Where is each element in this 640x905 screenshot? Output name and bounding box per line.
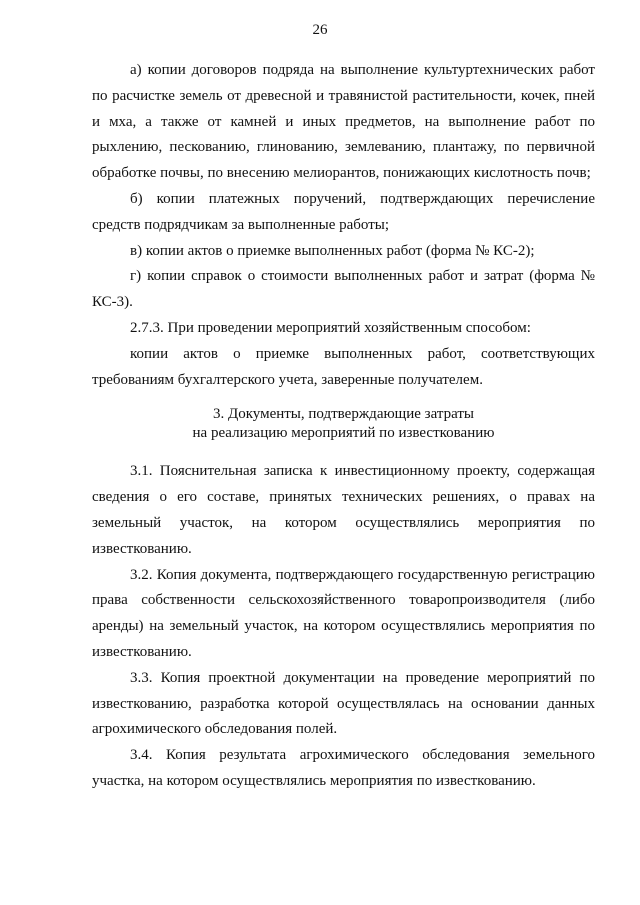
page-number: 26 [312,22,328,38]
paragraph-3-3: 3.3. Копия проектной документации на проведение мероприятий по известкованию, разработка которой осуществлялась на основании данных агрохимического обследования полей. [92,669,595,738]
paragraph-3-1: 3.1. Пояснительная записка к инвестиционному проекту, содержащая сведения о его составе, принятых технических решениях, о правах на земельный участок, на котором осуществлялись мероприятия по известкованию. [92,463,595,557]
document-body [92,58,595,795]
paragraph-2-7-3: 2.7.3. При проведении мероприятий хозяйственным способом: [130,319,531,336]
section-3-heading-line-2: на реализацию мероприятий по известкованию [192,425,495,442]
paragraph-3-4: 3.4. Копия результата агрохимического обследования земельного участка, на котором осуществлялись мероприятия по известкованию. [92,747,595,789]
paragraph-2-a: а) копии договоров подряда на выполнение культуртехнических работ по расчистке земель от древесной и травянистой растительности, кочек, пней и мха, а также от камней и иных предметов, на выполнение работ по рыхлению, пескованию, глинованию, землеванию, плантажу, по первичной обработке почвы, по внесению мелиорантов, понижающих кислотность почв; [92,62,595,182]
paragraph-2-d: г) копии справок о стоимости выполненных работ и затрат (форма № КС-3). [92,268,595,311]
paragraph-2-c: в) копии актов о приемке выполненных работ (форма № КС-2); [130,242,535,259]
section-3-heading-line-1: 3. Документы, подтверждающие затраты [212,406,475,423]
paragraph-3-2: 3.2. Копия документа, подтверждающего государственную регистрацию права собственности сельскохозяйственного товаропроизводителя (либо аренды) на земельный участок, на котором осуществлялись мероприятия по известкованию. [92,566,595,660]
section-3-heading [92,405,595,443]
paragraph-2-b: б) копии платежных поручений, подтверждающих перечисление средств подрядчикам за выполненные работы; [92,190,595,233]
paragraph-2-7-3-copies: копии актов о приемке выполненных работ, соответствующих требованиям бухгалтерского учета, заверенные получателем. [92,345,595,388]
